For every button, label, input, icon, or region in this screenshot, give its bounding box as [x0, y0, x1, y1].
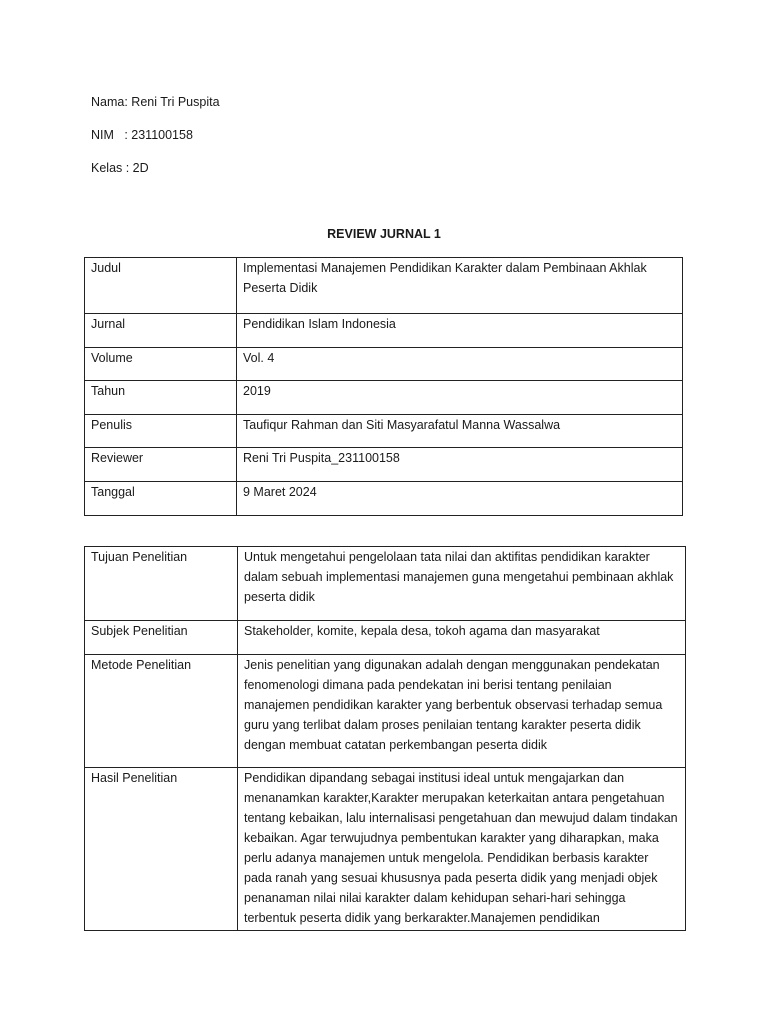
row-value: Stakeholder, komite, kepala desa, tokoh agama dan masyarakat: [238, 621, 686, 655]
journal-info-table: [84, 257, 683, 516]
row-value: Reni Tri Puspita_231100158: [237, 448, 683, 482]
row-value: Implementasi Manajemen Pendidikan Karakter dalam Pembinaan Akhlak Peserta Didik: [237, 258, 683, 314]
table-row: [85, 314, 683, 348]
student-name: Nama: Reni Tri Puspita: [91, 95, 220, 109]
row-label: Penulis: [85, 415, 237, 448]
row-value: Vol. 4: [237, 348, 683, 381]
document-title: REVIEW JURNAL 1: [327, 227, 441, 241]
journal-review-table: [84, 546, 686, 931]
row-value: Pendidikan dipandang sebagai institusi ideal untuk mengajarkan dan menanamkan karakter,Karakter merupakan keterkaitan antara pengetahuan tentang kebaikan, lalu internalisasi pengetahuan dan mewujud dalam tindakan kebaikan. Agar terwujudnya pembentukan karakter yang diharapkan, maka perlu adanya manajemen untuk mengelola. Pendidikan berbasis karakter pada ranah yang sesuai khususnya pada peserta didik yang menjadi objek penanaman nilai nilai karakter dalam kehidupan sehari-hari sehingga terbentuk peserta didik yang berkarakter.Manajemen pendidikan: [238, 768, 686, 931]
row-label: Metode Penelitian: [85, 655, 238, 768]
row-value: 9 Maret 2024: [237, 482, 683, 516]
table-row: [85, 655, 686, 768]
table-row: [85, 448, 683, 482]
table-row: [85, 381, 683, 415]
table-row: [85, 415, 683, 448]
table-row: [85, 348, 683, 381]
row-value: Jenis penelitian yang digunakan adalah dengan menggunakan pendekatan fenomenologi dimana pada pendekatan ini berisi tentang penilaian manajemen pendidikan karakter yang berbentuk observasi terhadap semua guru yang terlibat dalam proses penilaian tentang karakter peserta didik dengan membuat catatan perkembangan peserta didik: [238, 655, 686, 768]
table-row: [85, 547, 686, 621]
row-label: Subjek Penelitian: [85, 621, 238, 655]
row-label: Hasil Penelitian: [85, 768, 238, 931]
row-label: Tahun: [85, 381, 237, 415]
row-label: Tanggal: [85, 482, 237, 516]
row-label: Tujuan Penelitian: [85, 547, 238, 621]
row-label: Reviewer: [85, 448, 237, 482]
table-row: [85, 768, 686, 931]
row-label: Judul: [85, 258, 237, 314]
row-value: Untuk mengetahui pengelolaan tata nilai dan aktifitas pendidikan karakter dalam sebuah implementasi manajemen guna mengetahui pembinaan akhlak peserta didik: [238, 547, 686, 621]
row-value: Pendidikan Islam Indonesia: [237, 314, 683, 348]
row-value: 2019: [237, 381, 683, 415]
student-nim: NIM : 231100158: [91, 128, 193, 142]
table-row: [85, 621, 686, 655]
row-label: Volume: [85, 348, 237, 381]
row-value: Taufiqur Rahman dan Siti Masyarafatul Manna Wassalwa: [237, 415, 683, 448]
table-row: [85, 482, 683, 516]
table-row: [85, 258, 683, 314]
student-class: Kelas : 2D: [91, 161, 149, 175]
row-label: Jurnal: [85, 314, 237, 348]
